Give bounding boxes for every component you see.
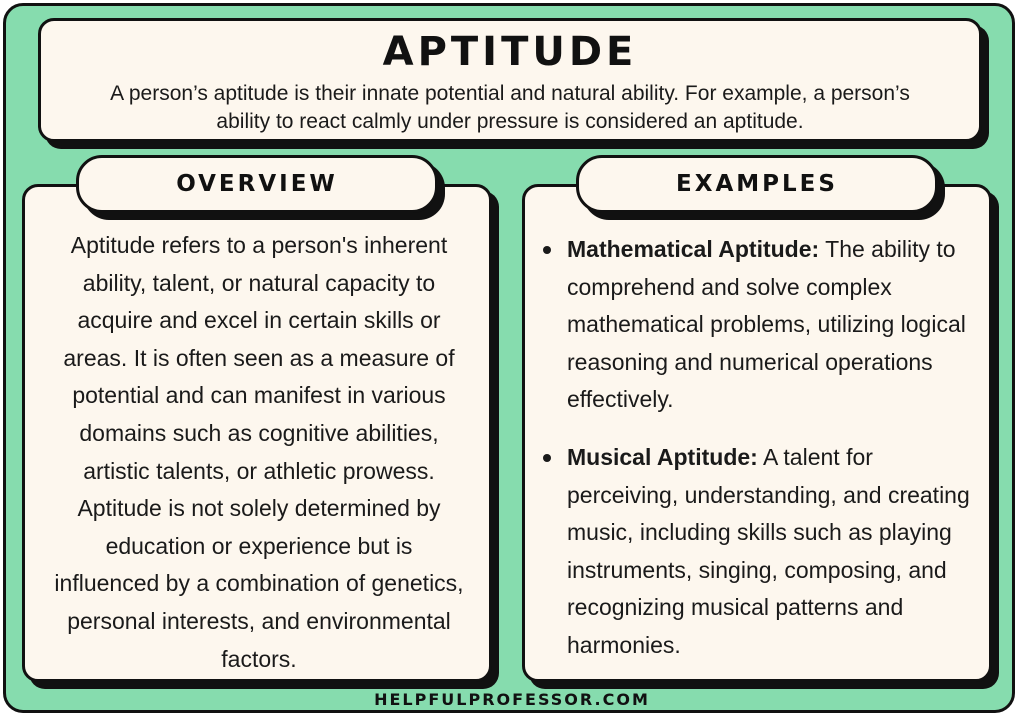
overview-body: Aptitude refers to a person's inherent ability, talent, or natural capacity to acquire and excel in certain skills or areas. It is often seen as a measure of potential and can manifest in various domains such as cognitive abilities, artistic talents, or athletic prowess. Aptitude is not solely determined by education or experience but is influenced by a combination of genetics, personal interests, and environmental factors. bbox=[54, 232, 464, 672]
list-item bbox=[539, 231, 973, 419]
examples-panel bbox=[522, 184, 992, 682]
example-term: Mathematical Aptitude: bbox=[567, 236, 820, 262]
bullet-icon bbox=[543, 454, 551, 462]
page-title: APTITUDE bbox=[382, 29, 638, 75]
footer-site: HELPFULPROFESSOR.COM bbox=[374, 690, 650, 709]
title-card bbox=[38, 18, 982, 142]
bullet-icon bbox=[543, 246, 551, 254]
examples-list bbox=[539, 231, 973, 685]
example-term: Musical Aptitude: bbox=[567, 443, 758, 470]
list-item bbox=[539, 439, 973, 665]
overview-panel bbox=[22, 184, 492, 682]
page-subtitle: A person’s aptitude is their innate potential and natural ability. For example, a person’s ability to react calmly under pressure is considered an aptitude. bbox=[110, 82, 910, 133]
example-text: A talent for perceiving, understanding, and creating music, including skills such as playing instruments, singing, composing, and recognizing musical patterns and harmonies. bbox=[567, 443, 970, 658]
overview-heading: OVERVIEW bbox=[76, 155, 438, 213]
examples-heading: EXAMPLES bbox=[576, 155, 938, 213]
example-text: The ability to comprehend and solve complex mathematical problems, utilizing logical reasoning and numerical operations effectively. bbox=[567, 236, 966, 413]
